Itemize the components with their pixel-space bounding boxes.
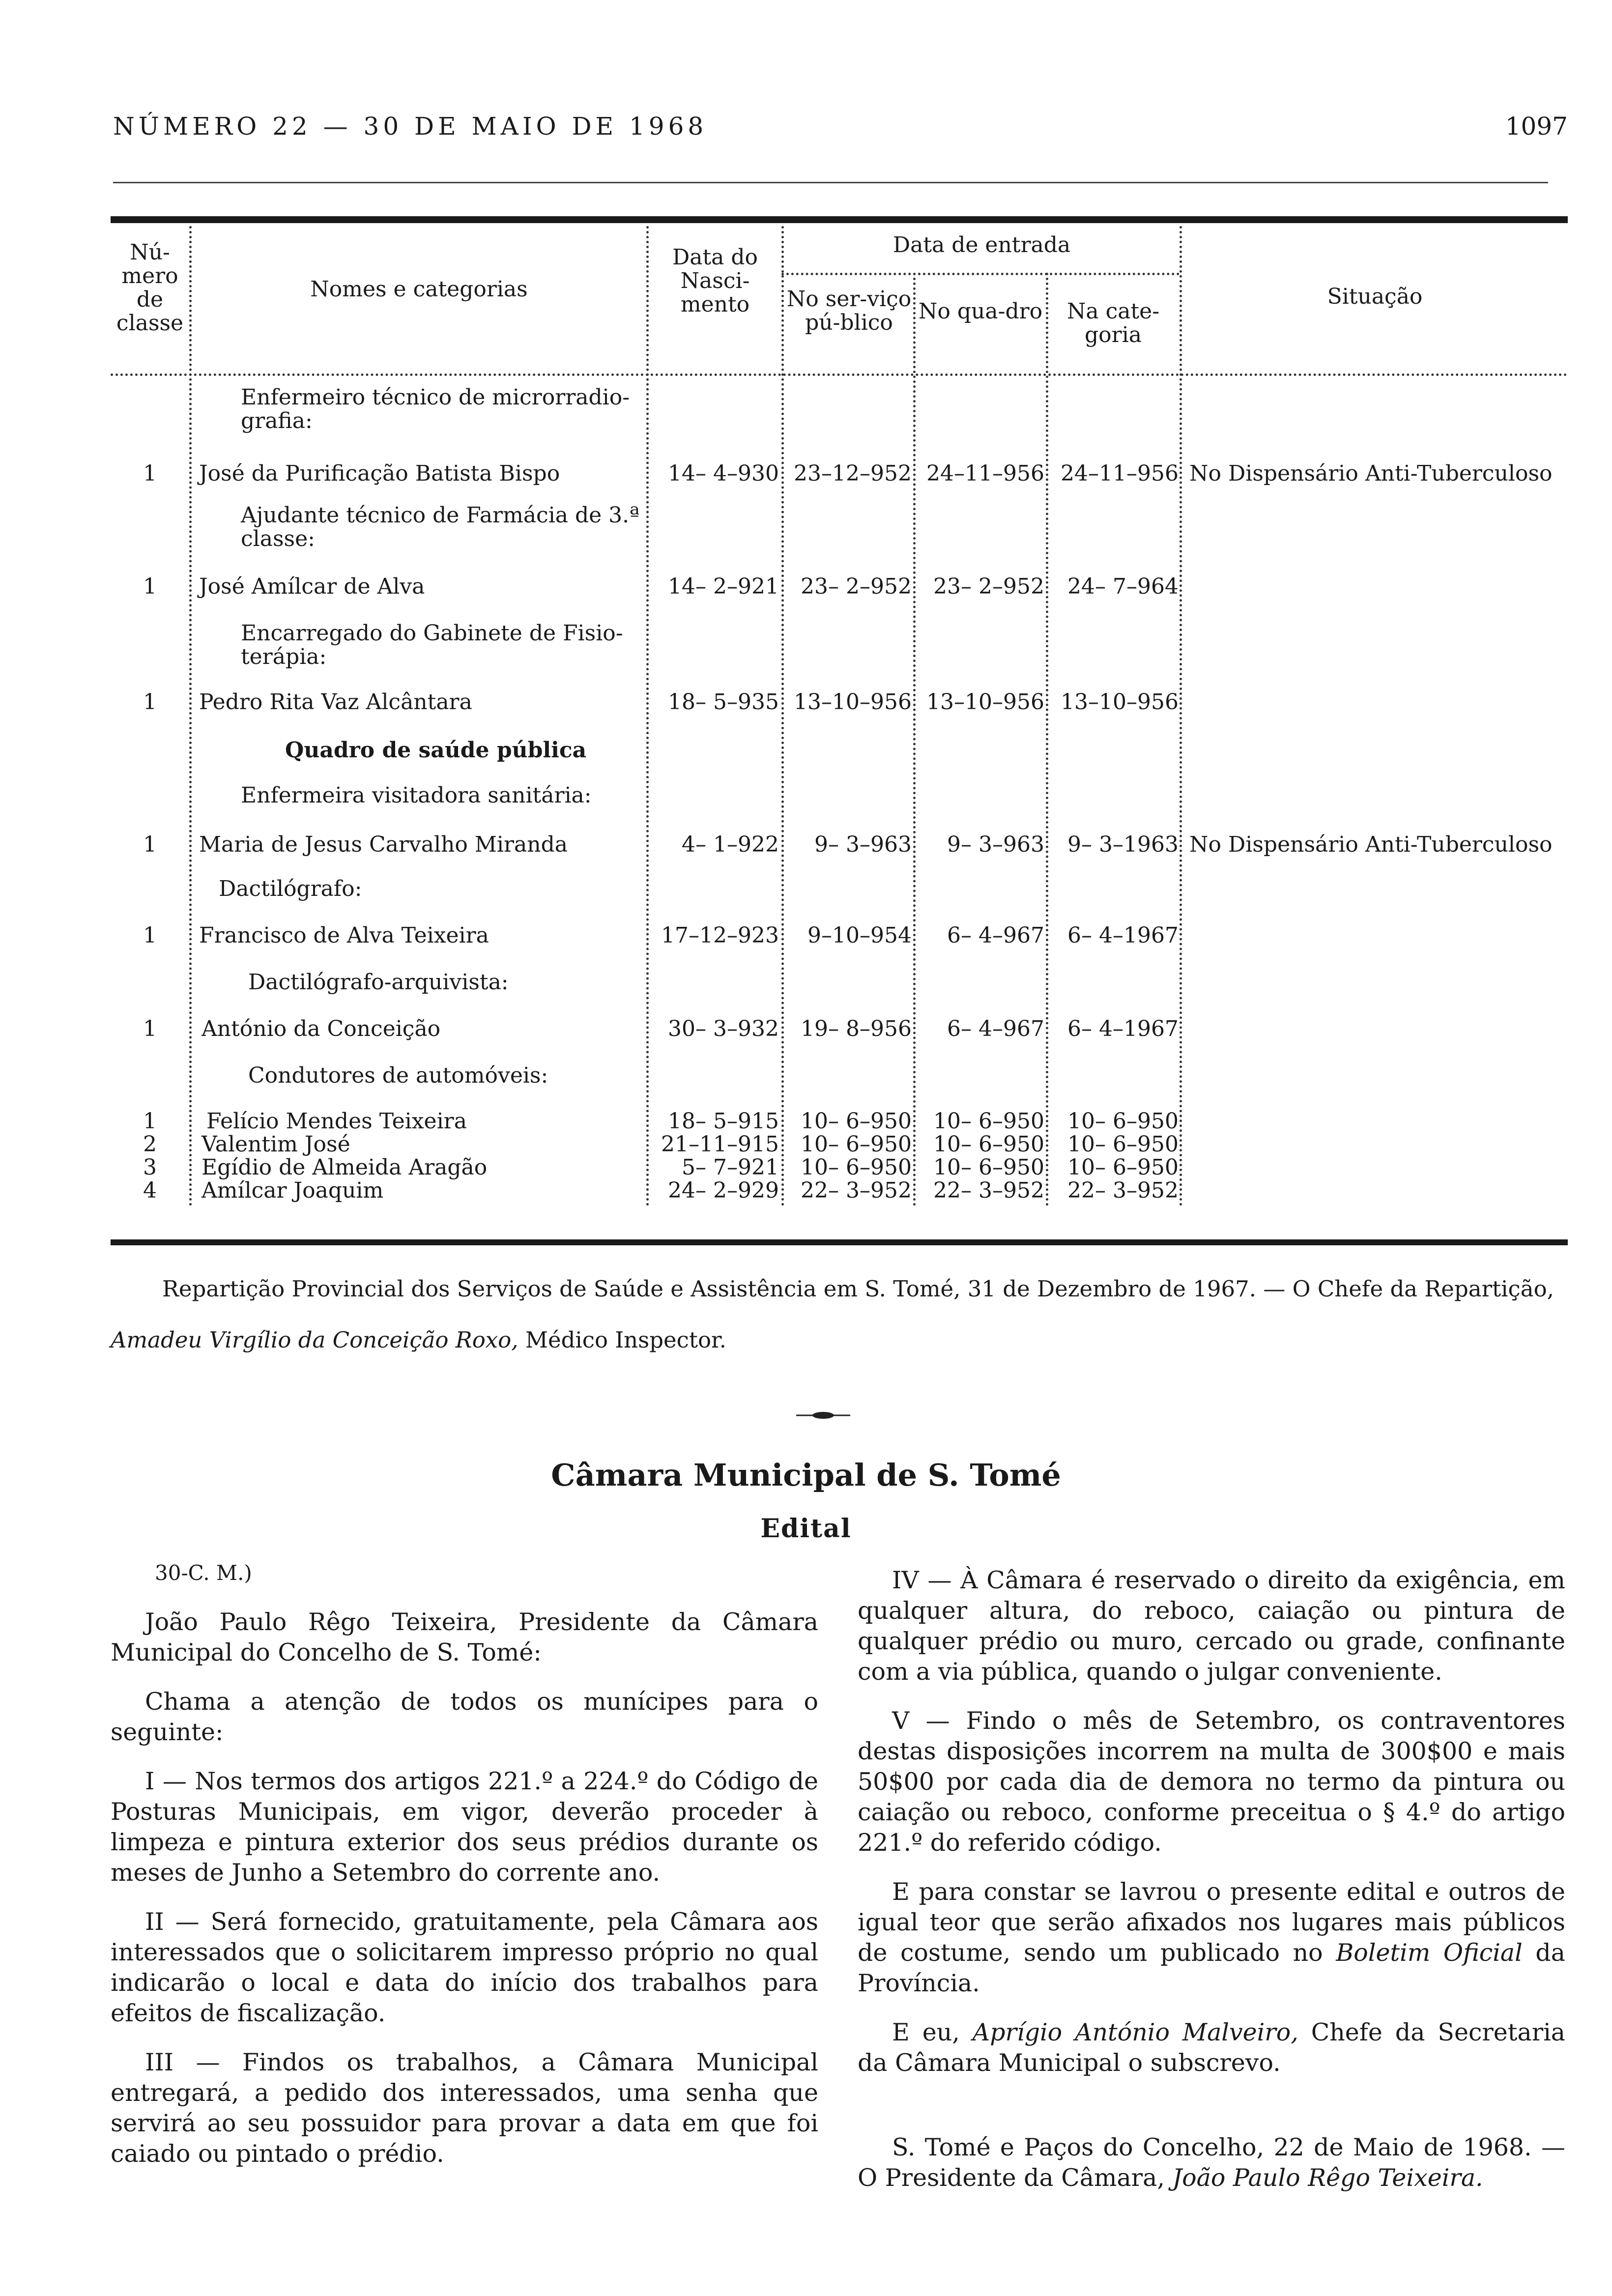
edital-title: Câmara Municipal de S. Tomé: [551, 1457, 1061, 1493]
row-birth-date: 18– 5–935: [668, 689, 779, 715]
row-number: 1: [143, 1109, 157, 1134]
row-service-date: 9–10–954: [807, 923, 912, 948]
row-number: 4: [143, 1178, 157, 1203]
edital-intro: João Paulo Rêgo Teixeira, Presidente da Câmara Municipal do Concelho de S. Tomé:: [111, 1608, 818, 1666]
row-service-date: 23– 2–952: [801, 574, 912, 599]
row-number: 1: [143, 574, 157, 599]
row-category-date: 9– 3–1963: [1067, 832, 1179, 857]
row-birth-date: 24– 2–929: [668, 1178, 779, 1203]
column-divider: [781, 226, 784, 1206]
table-bottom-rule: [111, 1239, 1568, 1245]
column-divider: [1046, 273, 1048, 1206]
row-service-date: 10– 6–950: [801, 1155, 912, 1180]
col-header-categoria: Na cate-goria: [1066, 299, 1160, 347]
category-label: Condutores de automóveis:: [248, 1063, 548, 1088]
row-service-date: 10– 6–950: [801, 1132, 912, 1157]
ornament-icon: [796, 1410, 850, 1420]
row-number: 2: [143, 1132, 157, 1157]
table-top-rule: [111, 216, 1568, 223]
row-name: Egídio de Almeida Aragão: [202, 1155, 488, 1180]
row-name: António da Conceição: [202, 1016, 441, 1041]
col-header-situacao: Situação: [1327, 284, 1423, 309]
category-label: Enfermeiro técnico de microrradio-grafia:: [241, 385, 630, 433]
row-birth-date: 5– 7–921: [682, 1155, 779, 1180]
page-header: [113, 112, 1568, 146]
row-quadro-date: 10– 6–950: [933, 1109, 1044, 1134]
row-birth-date: 30– 3–932: [668, 1016, 779, 1041]
category-label: Encarregado do Gabinete de Fisio-terápia:: [241, 621, 623, 669]
row-birth-date: 4– 1–922: [682, 832, 779, 857]
edital-subscription: E eu, Aprígio António Malveiro, Chefe da Secretaria da Câmara Municipal o subscrevo.: [858, 2018, 1566, 2077]
row-name: Pedro Rita Vaz Alcântara: [199, 689, 472, 715]
signer-name: Amadeu Virgílio da Conceição Roxo,: [111, 1327, 518, 1353]
row-service-date: 23–12–952: [794, 461, 912, 486]
row-birth-date: 17–12–923: [661, 923, 779, 948]
row-quadro-date: 9– 3–963: [947, 832, 1044, 857]
row-service-date: 19– 8–956: [801, 1016, 912, 1041]
edital-subtitle: Edital: [760, 1514, 852, 1544]
row-service-date: 22– 3–952: [801, 1178, 912, 1203]
entrada-group-rule: [781, 273, 1180, 275]
col-header-nomes: Nomes e categorias: [310, 277, 528, 302]
publication-name: Boletim Oficial: [1336, 1939, 1523, 1967]
row-category-date: 24– 7–964: [1067, 574, 1179, 599]
row-category-date: 22– 3–952: [1067, 1178, 1179, 1203]
table-footnote: Repartição Provincial dos Serviços de Saúde e Assistência em S. Tomé, 31 de Dezembro de 1967. — O Chefe da Repartição,: [162, 1276, 1554, 1302]
row-birth-date: 21–11–915: [661, 1132, 779, 1157]
col-header-quadro: No qua-dro: [918, 299, 1043, 324]
row-quadro-date: 23– 2–952: [933, 574, 1044, 599]
header-rule: [113, 182, 1548, 183]
president-name: João Paulo Rêgo Teixeira.: [1172, 2164, 1483, 2192]
edital-right-column: [858, 1565, 1565, 2212]
col-header-nascimento: Data do Nasci-mento: [672, 245, 758, 317]
section-heading: Quadro de saúde pública: [285, 738, 587, 763]
edital-item: V — Findo o mês de Setembro, os contraventores destas disposições incorrem na multa de 300$00 e mais 50$00 por cada dia de demora no termo da pintura ou caiação ou reboco, conforme preceitua o § 4.º do artigo 221.º do referido código.: [858, 1707, 1565, 1857]
signer-title: Médico Inspector.: [525, 1327, 726, 1353]
col-header-data-entrada: Data de entrada: [892, 232, 1071, 258]
edital-call: Chama a atenção de todos os munícipes para o seguinte:: [111, 1688, 818, 1746]
row-quadro-date: 10– 6–950: [933, 1132, 1044, 1157]
row-category-date: 10– 6–950: [1067, 1155, 1179, 1180]
category-label: Dactilógrafo:: [219, 876, 362, 901]
category-label: Enfermeira visitadora sanitária:: [241, 783, 592, 808]
row-quadro-date: 10– 6–950: [933, 1155, 1044, 1180]
row-number: 1: [143, 461, 157, 486]
column-divider: [189, 226, 192, 1206]
footnote-signature: [111, 1327, 726, 1353]
row-name: José Amílcar de Alva: [199, 574, 425, 599]
edital-left-column: [111, 1558, 818, 2188]
col-header-numero: Nú-mero de classe: [116, 240, 184, 336]
row-name: Felício Mendes Teixeira: [206, 1109, 467, 1134]
issue-line: NÚMERO 22 — 30 DE MAIO DE 1968: [113, 112, 708, 141]
row-category-date: 6– 4–1967: [1067, 923, 1179, 948]
edital-item: IV — À Câmara é reservado o direito da exigência, em qualquer altura, do reboco, caiação ou pintura de qualquer prédio ou muro, cercado ou grade, confinante com a via pública, quando o julgar conveniente.: [858, 1566, 1565, 1686]
row-birth-date: 14– 2–921: [668, 574, 779, 599]
edital-item: II — Será fornecido, gratuitamente, pela Câmara aos interessados que o solicitarem impresso próprio no qual indicarão o local e data do início dos trabalhos para efeitos de fiscalização.: [111, 1908, 818, 2027]
row-quadro-date: 6– 4–967: [947, 1016, 1044, 1041]
edital-reference: 30-C. M.): [155, 1561, 252, 1585]
row-name: Amílcar Joaquim: [202, 1178, 384, 1203]
row-situation: No Dispensário Anti-Tuberculoso: [1189, 461, 1553, 486]
row-number: 1: [143, 832, 157, 857]
row-category-date: 6– 4–1967: [1067, 1016, 1179, 1041]
row-number: 3: [143, 1155, 157, 1180]
row-name: Francisco de Alva Teixeira: [199, 923, 489, 948]
page-number: 1097: [1505, 112, 1568, 141]
col-header-servico: No ser-viço pú-blico: [786, 287, 912, 335]
category-label: Dactilógrafo-arquivista:: [248, 970, 509, 995]
row-birth-date: 14– 4–930: [668, 461, 779, 486]
row-situation: No Dispensário Anti-Tuberculoso: [1189, 832, 1553, 857]
secretary-name: Aprígio António Malveiro,: [972, 2018, 1298, 2046]
row-name: Valentim José: [202, 1132, 350, 1157]
row-name: Maria de Jesus Carvalho Miranda: [199, 832, 568, 857]
row-quadro-date: 13–10–956: [926, 689, 1044, 715]
row-quadro-date: 24–11–956: [926, 461, 1044, 486]
column-divider: [913, 273, 916, 1206]
row-category-date: 10– 6–950: [1067, 1132, 1179, 1157]
row-service-date: 10– 6–950: [801, 1109, 912, 1134]
row-service-date: 9– 3–963: [814, 832, 912, 857]
edital-date-line: S. Tomé e Paços do Concelho, 22 de Maio de 1968. — O Presidente da Câmara, João Paulo Rêgo Teixeira.: [858, 2133, 1565, 2192]
edital-item: III — Findos os trabalhos, a Câmara Municipal entregará, a pedido dos interessados, uma senha que servirá ao seu possuidor para provar a data em que foi caiado ou pintado o prédio.: [111, 2048, 818, 2168]
edital-item: I — Nos termos dos artigos 221.º a 224.º do Código de Posturas Municipais, em vigor, deverão proceder à limpeza e pintura exterior dos seus prédios durante os meses de Junho a Setembro do corrente ano.: [111, 1767, 818, 1887]
row-service-date: 13–10–956: [794, 689, 912, 715]
row-category-date: 13–10–956: [1061, 689, 1179, 715]
row-number: 1: [143, 1016, 157, 1041]
row-number: 1: [143, 923, 157, 948]
category-label: Ajudante técnico de Farmácia de 3.ª classe:: [241, 503, 640, 551]
row-number: 1: [143, 689, 157, 715]
column-divider: [1180, 226, 1182, 1206]
table-header-separator: [111, 373, 1568, 376]
row-birth-date: 18– 5–915: [668, 1109, 779, 1134]
column-divider: [646, 226, 649, 1206]
row-quadro-date: 22– 3–952: [933, 1178, 1044, 1203]
row-name: José da Purificação Batista Bispo: [199, 461, 560, 486]
row-category-date: 24–11–956: [1061, 461, 1179, 486]
edital-closing: E para constar se lavrou o presente edital e outros de igual teor que serão afixados nos lugares mais públicos de costume, sendo um publicado no Boletim Oficial da Província.: [858, 1878, 1565, 1997]
row-quadro-date: 6– 4–967: [947, 923, 1044, 948]
row-category-date: 10– 6–950: [1067, 1109, 1179, 1134]
